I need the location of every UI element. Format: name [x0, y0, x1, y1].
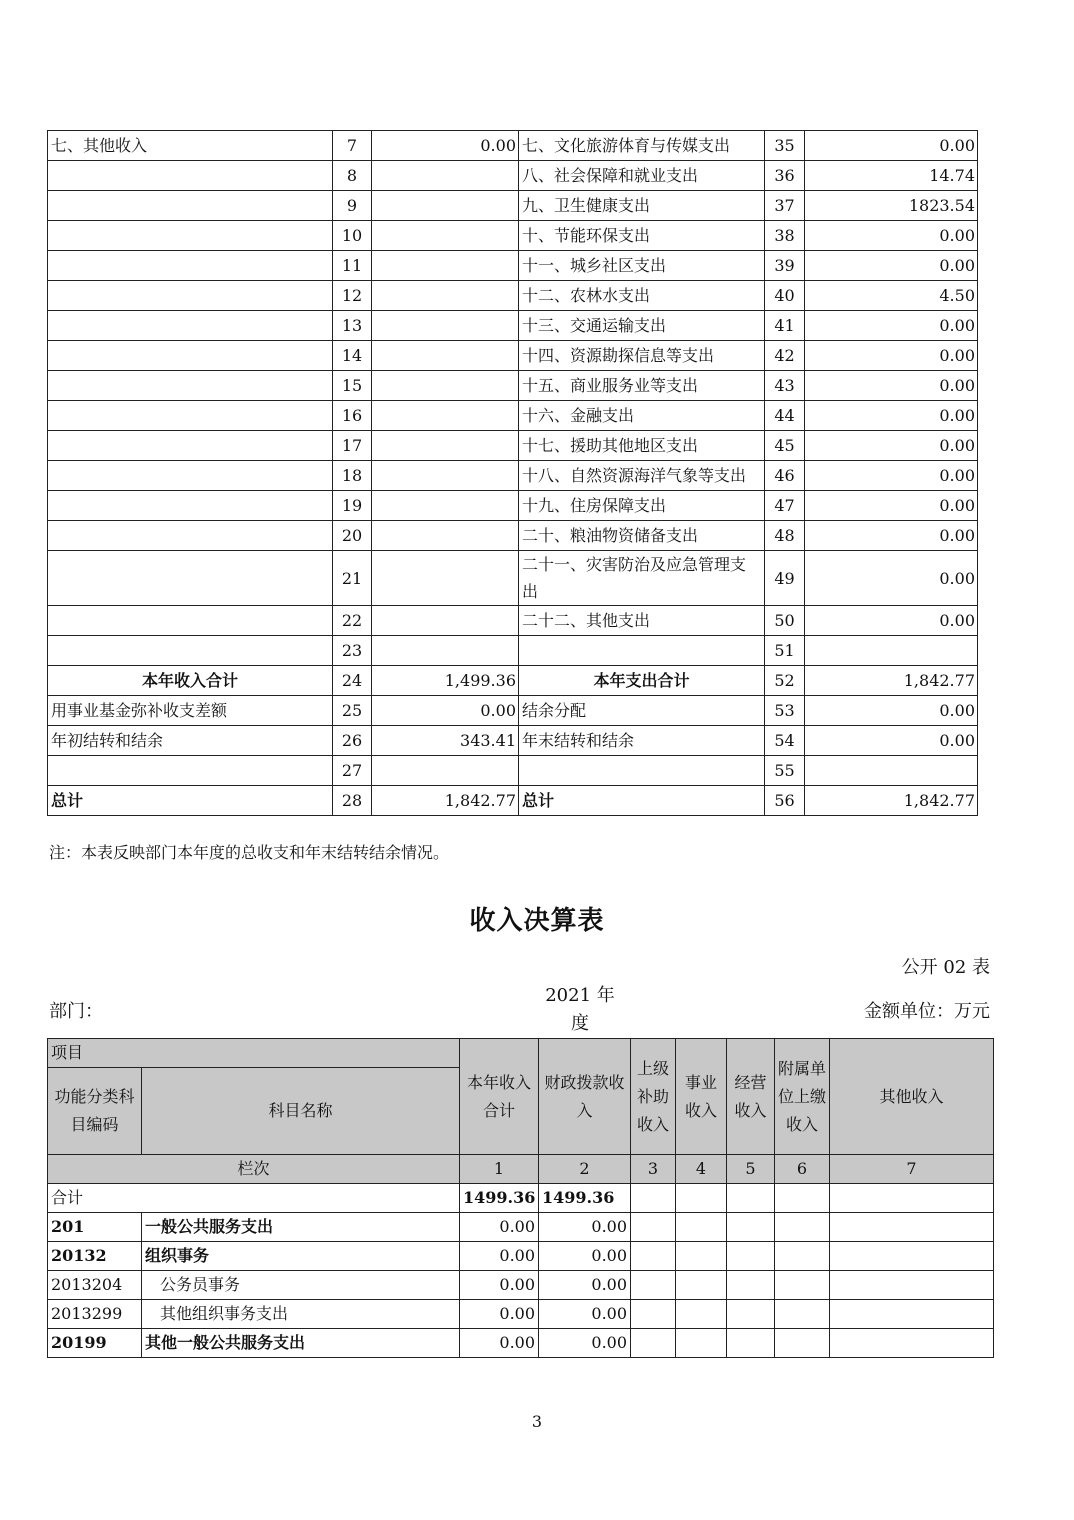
- income-amount: [372, 521, 519, 551]
- expense-amount: 0.00: [805, 341, 978, 371]
- expense-amount: [805, 636, 978, 666]
- expense-row-no: 52: [765, 666, 805, 696]
- income-amount: [372, 401, 519, 431]
- income-amount: 1,842.77: [372, 786, 519, 816]
- income-amount: [372, 371, 519, 401]
- row-code: 20132: [48, 1242, 142, 1271]
- expense-label: 十八、自然资源海洋气象等支出: [519, 461, 765, 491]
- expense-amount: 1823.54: [805, 191, 978, 221]
- income-amount: 0.00: [372, 696, 519, 726]
- header-affiliated: 附属单位上缴收入: [775, 1039, 830, 1155]
- income-label: [48, 491, 333, 521]
- unit-label: 金额单位：万元: [864, 1001, 990, 1022]
- table-row: [48, 726, 978, 756]
- income-amount: [372, 221, 519, 251]
- row-affiliated: [775, 1213, 830, 1242]
- income-row-no: 19: [333, 491, 372, 521]
- row-total: 0.00: [460, 1213, 539, 1242]
- income-label: [48, 606, 333, 636]
- expense-amount: 0.00: [805, 431, 978, 461]
- table-row: [48, 401, 978, 431]
- row-superior: [631, 1242, 676, 1271]
- income-row-no: 26: [333, 726, 372, 756]
- expense-label: 十五、商业服务业等支出: [519, 371, 765, 401]
- expense-amount: [805, 756, 978, 786]
- row-affiliated: [775, 1300, 830, 1329]
- income-row-no: 17: [333, 431, 372, 461]
- table-row: [48, 1242, 994, 1271]
- income-label: 总计: [48, 786, 333, 816]
- expense-label: 十三、交通运输支出: [519, 311, 765, 341]
- col-number: 7: [830, 1155, 994, 1184]
- income-row-no: 8: [333, 161, 372, 191]
- row-total: 0.00: [460, 1329, 539, 1358]
- table-row: [48, 491, 978, 521]
- col-number: 1: [460, 1155, 539, 1184]
- expense-row-no: 55: [765, 756, 805, 786]
- row-other: [830, 1271, 994, 1300]
- income-row-no: 11: [333, 251, 372, 281]
- income-label: [48, 371, 333, 401]
- expense-row-no: 46: [765, 461, 805, 491]
- income-label: 用事业基金弥补收支差额: [48, 696, 333, 726]
- expense-row-no: 44: [765, 401, 805, 431]
- income-amount: [372, 431, 519, 461]
- header-other: 其他收入: [830, 1039, 994, 1155]
- income-label: 本年收入合计: [48, 666, 333, 696]
- col-number: 5: [727, 1155, 775, 1184]
- row-superior: [631, 1213, 676, 1242]
- table-row: [48, 1184, 994, 1213]
- year-label: 2021 年度: [545, 985, 615, 1034]
- row-superior: [631, 1184, 676, 1213]
- expense-label: 总计: [519, 786, 765, 816]
- table-row: [48, 756, 978, 786]
- row-operating: [727, 1242, 775, 1271]
- expense-amount: 0.00: [805, 251, 978, 281]
- expense-row-no: 50: [765, 606, 805, 636]
- row-other: [830, 1300, 994, 1329]
- expense-amount: 0.00: [805, 521, 978, 551]
- income-amount: [372, 191, 519, 221]
- income-row-no: 23: [333, 636, 372, 666]
- row-business: [676, 1213, 727, 1242]
- income-label: 年初结转和结余: [48, 726, 333, 756]
- row-affiliated: [775, 1184, 830, 1213]
- expense-row-no: 48: [765, 521, 805, 551]
- income-label: [48, 431, 333, 461]
- income-amount: [372, 461, 519, 491]
- expense-label: 二十、粮油物资储备支出: [519, 521, 765, 551]
- expense-row-no: 35: [765, 131, 805, 161]
- expense-row-no: 51: [765, 636, 805, 666]
- income-row-no: 13: [333, 311, 372, 341]
- expense-label: 本年支出合计: [519, 666, 765, 696]
- row-affiliated: [775, 1329, 830, 1358]
- income-label: [48, 221, 333, 251]
- income-amount: [372, 636, 519, 666]
- income-label: [48, 191, 333, 221]
- income-row-no: 27: [333, 756, 372, 786]
- page-title: 收入决算表: [469, 906, 605, 936]
- income-label: [48, 521, 333, 551]
- row-affiliated: [775, 1271, 830, 1300]
- row-affiliated: [775, 1242, 830, 1271]
- table-row: [48, 221, 978, 251]
- department-label: 部门：: [49, 1001, 103, 1022]
- income-row-no: 10: [333, 221, 372, 251]
- expense-amount: 0.00: [805, 131, 978, 161]
- row-fiscal: 0.00: [539, 1271, 631, 1300]
- header-total: 本年收入合计: [460, 1039, 539, 1155]
- row-business: [676, 1271, 727, 1300]
- table-row: [48, 371, 978, 401]
- table-row: [48, 786, 978, 816]
- expense-row-no: 40: [765, 281, 805, 311]
- table-row: [48, 666, 978, 696]
- income-amount: 343.41: [372, 726, 519, 756]
- col-number: 2: [539, 1155, 631, 1184]
- row-superior: [631, 1300, 676, 1329]
- income-label: [48, 401, 333, 431]
- income-label: [48, 461, 333, 491]
- header-row: [48, 1039, 994, 1068]
- expense-row-no: 39: [765, 251, 805, 281]
- income-label: [48, 636, 333, 666]
- expense-label: 十九、住房保障支出: [519, 491, 765, 521]
- income-row-no: 9: [333, 191, 372, 221]
- expense-label: 九、卫生健康支出: [519, 191, 765, 221]
- table-row: [48, 1300, 994, 1329]
- income-label: [48, 311, 333, 341]
- row-name: 其他一般公共服务支出: [142, 1329, 460, 1358]
- row-fiscal: 0.00: [539, 1242, 631, 1271]
- income-row-no: 28: [333, 786, 372, 816]
- row-name: 组织事务: [142, 1242, 460, 1271]
- table-row: [48, 191, 978, 221]
- table-row: [48, 161, 978, 191]
- row-operating: [727, 1271, 775, 1300]
- table-row: [48, 341, 978, 371]
- expense-amount: 1,842.77: [805, 786, 978, 816]
- row-operating: [727, 1184, 775, 1213]
- row-operating: [727, 1300, 775, 1329]
- row-other: [830, 1184, 994, 1213]
- summary-table: [47, 130, 978, 816]
- expense-row-no: 49: [765, 551, 805, 606]
- income-amount: [372, 551, 519, 606]
- expense-label: 二十一、灾害防治及应急管理支出: [519, 551, 765, 606]
- income-amount: [372, 161, 519, 191]
- income-amount: [372, 311, 519, 341]
- expense-label: 十二、农林水支出: [519, 281, 765, 311]
- header-fiscal: 财政拨款收入: [539, 1039, 631, 1155]
- row-other: [830, 1242, 994, 1271]
- row-business: [676, 1329, 727, 1358]
- income-row-no: 15: [333, 371, 372, 401]
- page-number: 3: [531, 1412, 543, 1431]
- row-name: 其他组织事务支出: [142, 1300, 460, 1329]
- expense-amount: 4.50: [805, 281, 978, 311]
- expense-row-no: 43: [765, 371, 805, 401]
- expense-amount: 0.00: [805, 696, 978, 726]
- expense-amount: 0.00: [805, 221, 978, 251]
- table-row: [48, 1213, 994, 1242]
- row-name: 一般公共服务支出: [142, 1213, 460, 1242]
- row-code: 20199: [48, 1329, 142, 1358]
- col-number: 4: [676, 1155, 727, 1184]
- header-superior: 上级补助收入: [631, 1039, 676, 1155]
- row-other: [830, 1213, 994, 1242]
- expense-row-no: 41: [765, 311, 805, 341]
- row-name: 公务员事务: [142, 1271, 460, 1300]
- table-row: [48, 311, 978, 341]
- income-amount: 1,499.36: [372, 666, 519, 696]
- income-amount: [372, 281, 519, 311]
- income-label: [48, 161, 333, 191]
- table-row: [48, 636, 978, 666]
- income-label: [48, 551, 333, 606]
- expense-amount: 0.00: [805, 371, 978, 401]
- row-fiscal: 0.00: [539, 1329, 631, 1358]
- expense-row-no: 47: [765, 491, 805, 521]
- income-row-no: 25: [333, 696, 372, 726]
- row-operating: [727, 1213, 775, 1242]
- table-row: [48, 696, 978, 726]
- expense-amount: 0.00: [805, 461, 978, 491]
- column-index-row: [48, 1155, 994, 1184]
- row-fiscal: 1499.36: [539, 1184, 631, 1213]
- row-business: [676, 1242, 727, 1271]
- expense-amount: 0.00: [805, 401, 978, 431]
- table-row: [48, 461, 978, 491]
- expense-label: 十四、资源勘探信息等支出: [519, 341, 765, 371]
- income-label: 七、其他收入: [48, 131, 333, 161]
- income-amount: [372, 606, 519, 636]
- income-amount: [372, 756, 519, 786]
- table-row: [48, 606, 978, 636]
- expense-label: 八、社会保障和就业支出: [519, 161, 765, 191]
- income-table: [47, 1038, 994, 1358]
- table-note: 注：本表反映部门本年度的总收支和年末结转结余情况。: [49, 843, 450, 862]
- table-row: [48, 1329, 994, 1358]
- expense-amount: 0.00: [805, 311, 978, 341]
- expense-row-no: 53: [765, 696, 805, 726]
- income-row-no: 21: [333, 551, 372, 606]
- header-col-index: 栏次: [48, 1155, 460, 1184]
- row-total: 0.00: [460, 1300, 539, 1329]
- expense-label: 年末结转和结余: [519, 726, 765, 756]
- expense-amount: 0.00: [805, 606, 978, 636]
- expense-label: 二十二、其他支出: [519, 606, 765, 636]
- income-label: [48, 281, 333, 311]
- expense-label: 结余分配: [519, 696, 765, 726]
- income-row-no: 24: [333, 666, 372, 696]
- row-fiscal: 0.00: [539, 1213, 631, 1242]
- expense-amount: 14.74: [805, 161, 978, 191]
- expense-amount: 0.00: [805, 726, 978, 756]
- row-fiscal: 0.00: [539, 1300, 631, 1329]
- row-total: 1499.36: [460, 1184, 539, 1213]
- expense-row-no: 45: [765, 431, 805, 461]
- header-name: 科目名称: [142, 1068, 460, 1155]
- table-row: [48, 521, 978, 551]
- income-label: [48, 251, 333, 281]
- expense-label: 十、节能环保支出: [519, 221, 765, 251]
- table-row: [48, 281, 978, 311]
- income-row-no: 12: [333, 281, 372, 311]
- expense-label: [519, 756, 765, 786]
- expense-row-no: 54: [765, 726, 805, 756]
- header-operating: 经营收入: [727, 1039, 775, 1155]
- income-row-no: 22: [333, 606, 372, 636]
- table-row: [48, 1271, 994, 1300]
- income-row-no: 16: [333, 401, 372, 431]
- col-number: 6: [775, 1155, 830, 1184]
- header-item: 项目: [48, 1039, 460, 1068]
- row-superior: [631, 1271, 676, 1300]
- income-amount: [372, 251, 519, 281]
- expense-label: [519, 636, 765, 666]
- income-label: [48, 341, 333, 371]
- row-superior: [631, 1329, 676, 1358]
- income-amount: [372, 341, 519, 371]
- income-row-no: 18: [333, 461, 372, 491]
- table-row: [48, 551, 978, 606]
- row-code: 合计: [48, 1184, 460, 1213]
- col-number: 3: [631, 1155, 676, 1184]
- expense-label: 十七、援助其他地区支出: [519, 431, 765, 461]
- row-business: [676, 1184, 727, 1213]
- table-row: [48, 131, 978, 161]
- row-total: 0.00: [460, 1271, 539, 1300]
- expense-label: 十一、城乡社区支出: [519, 251, 765, 281]
- expense-amount: 0.00: [805, 551, 978, 606]
- expense-row-no: 37: [765, 191, 805, 221]
- row-code: 2013204: [48, 1271, 142, 1300]
- form-number: 公开 02 表: [901, 957, 990, 978]
- income-row-no: 7: [333, 131, 372, 161]
- income-row-no: 14: [333, 341, 372, 371]
- expense-amount: 1,842.77: [805, 666, 978, 696]
- expense-row-no: 36: [765, 161, 805, 191]
- income-label: [48, 756, 333, 786]
- row-code: 2013299: [48, 1300, 142, 1329]
- expense-row-no: 42: [765, 341, 805, 371]
- row-total: 0.00: [460, 1242, 539, 1271]
- table-row: [48, 251, 978, 281]
- expense-label: 十六、金融支出: [519, 401, 765, 431]
- header-code: 功能分类科目编码: [48, 1068, 142, 1155]
- income-amount: 0.00: [372, 131, 519, 161]
- table-row: [48, 431, 978, 461]
- row-other: [830, 1329, 994, 1358]
- expense-label: 七、文化旅游体育与传媒支出: [519, 131, 765, 161]
- header-business: 事业收入: [676, 1039, 727, 1155]
- row-operating: [727, 1329, 775, 1358]
- row-business: [676, 1300, 727, 1329]
- row-code: 201: [48, 1213, 142, 1242]
- income-row-no: 20: [333, 521, 372, 551]
- expense-row-no: 56: [765, 786, 805, 816]
- expense-amount: 0.00: [805, 491, 978, 521]
- expense-row-no: 38: [765, 221, 805, 251]
- income-amount: [372, 491, 519, 521]
